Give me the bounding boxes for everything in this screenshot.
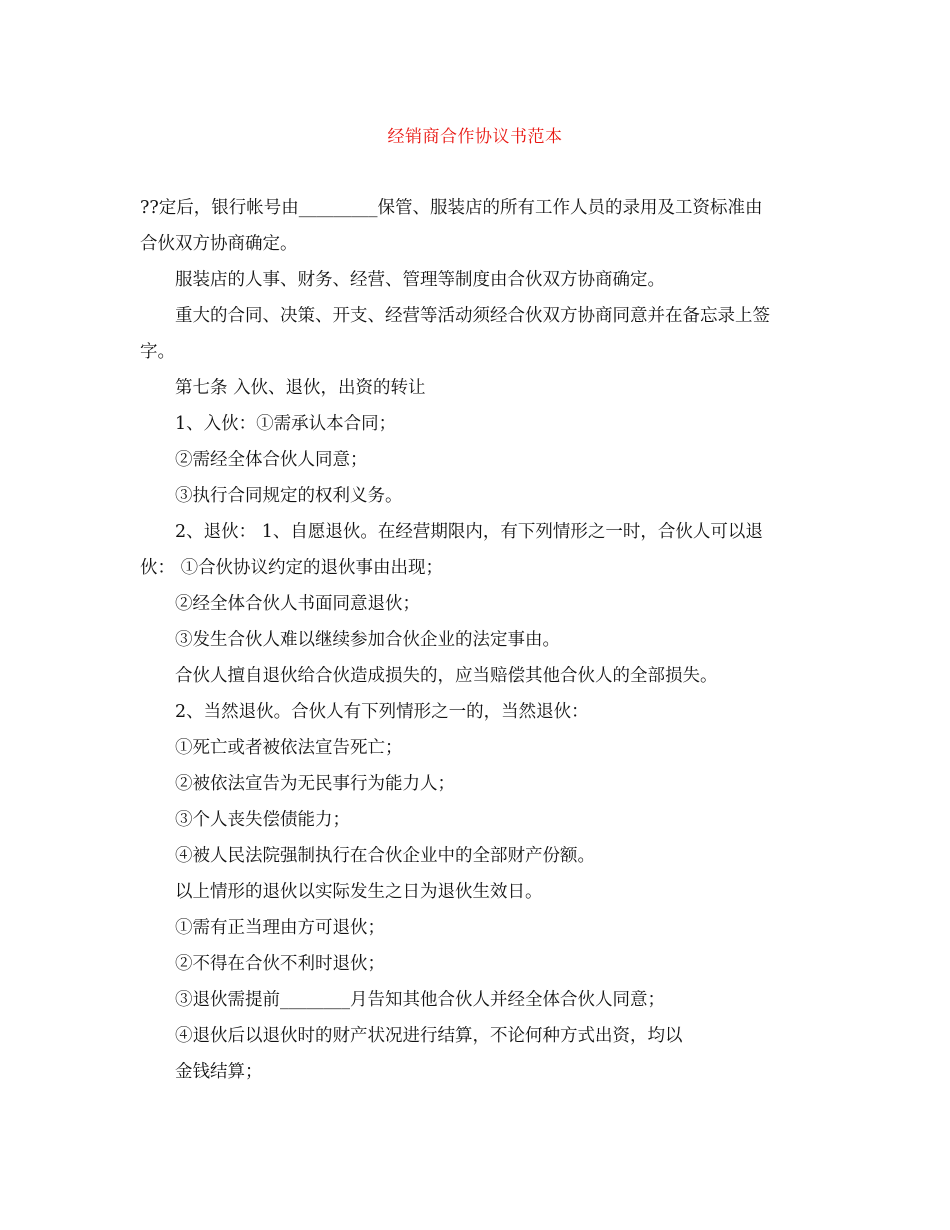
document-title: 经销商合作协议书范本 xyxy=(387,127,563,147)
text-line: ③发生合伙人难以继续参加合伙企业的法定事由。 xyxy=(175,630,560,650)
text-line: ④被人民法院强制执行在合伙企业中的全部财产份额。 xyxy=(175,846,595,866)
text-line: ③个人丧失偿债能力； xyxy=(175,810,350,830)
section-heading: 第七条 入伙、退伙，出资的转让 xyxy=(175,378,426,398)
text-line: ③退伙需提前________月告知其他合伙人并经全体合伙人同意； xyxy=(175,990,665,1010)
text-line: 2、退伙： 1、自愿退伙。在经营期限内，有下列情形之一时，合伙人可以退 xyxy=(175,522,763,542)
text-line: 服装店的人事、财务、经营、管理等制度由合伙双方协商确定。 xyxy=(175,270,665,290)
text-line: ??定后，银行帐号由_________保管、服装店的所有工作人员的录用及工资标准由 xyxy=(140,198,763,218)
text-line: 合伙人擅自退伙给合伙造成损失的，应当赔偿其他合伙人的全部损失。 xyxy=(175,666,718,686)
text-line: 2、当然退伙。合伙人有下列情形之一的，当然退伙： xyxy=(175,702,589,722)
text-line: ④退伙后以退伙时的财产状况进行结算，不论何种方式出资，均以 xyxy=(175,1026,683,1046)
text-line: 字。 xyxy=(140,342,175,362)
text-line: 重大的合同、决策、开支、经营等活动须经合伙双方协商同意并在备忘录上签 xyxy=(175,306,770,326)
text-line: 以上情形的退伙以实际发生之日为退伙生效日。 xyxy=(175,882,543,902)
text-line: ①需有正当理由方可退伙； xyxy=(175,918,385,938)
text-line: 合伙双方协商确定。 xyxy=(140,234,298,254)
text-line: ①死亡或者被依法宣告死亡； xyxy=(175,738,403,758)
text-line: ②经全体合伙人书面同意退伙； xyxy=(175,594,420,614)
text-line: ③执行合同规定的权利义务。 xyxy=(175,486,403,506)
text-line: ②被依法宣告为无民事行为能力人； xyxy=(175,774,455,794)
text-line: 1、入伙：①需承认本合同； xyxy=(175,414,397,434)
text-line: 伙： ①合伙协议约定的退伙事由出现； xyxy=(140,558,444,578)
text-line: 金钱结算； xyxy=(175,1062,263,1082)
text-line: ②需经全体合伙人同意； xyxy=(175,450,368,470)
text-line: ②不得在合伙不利时退伙； xyxy=(175,954,385,974)
